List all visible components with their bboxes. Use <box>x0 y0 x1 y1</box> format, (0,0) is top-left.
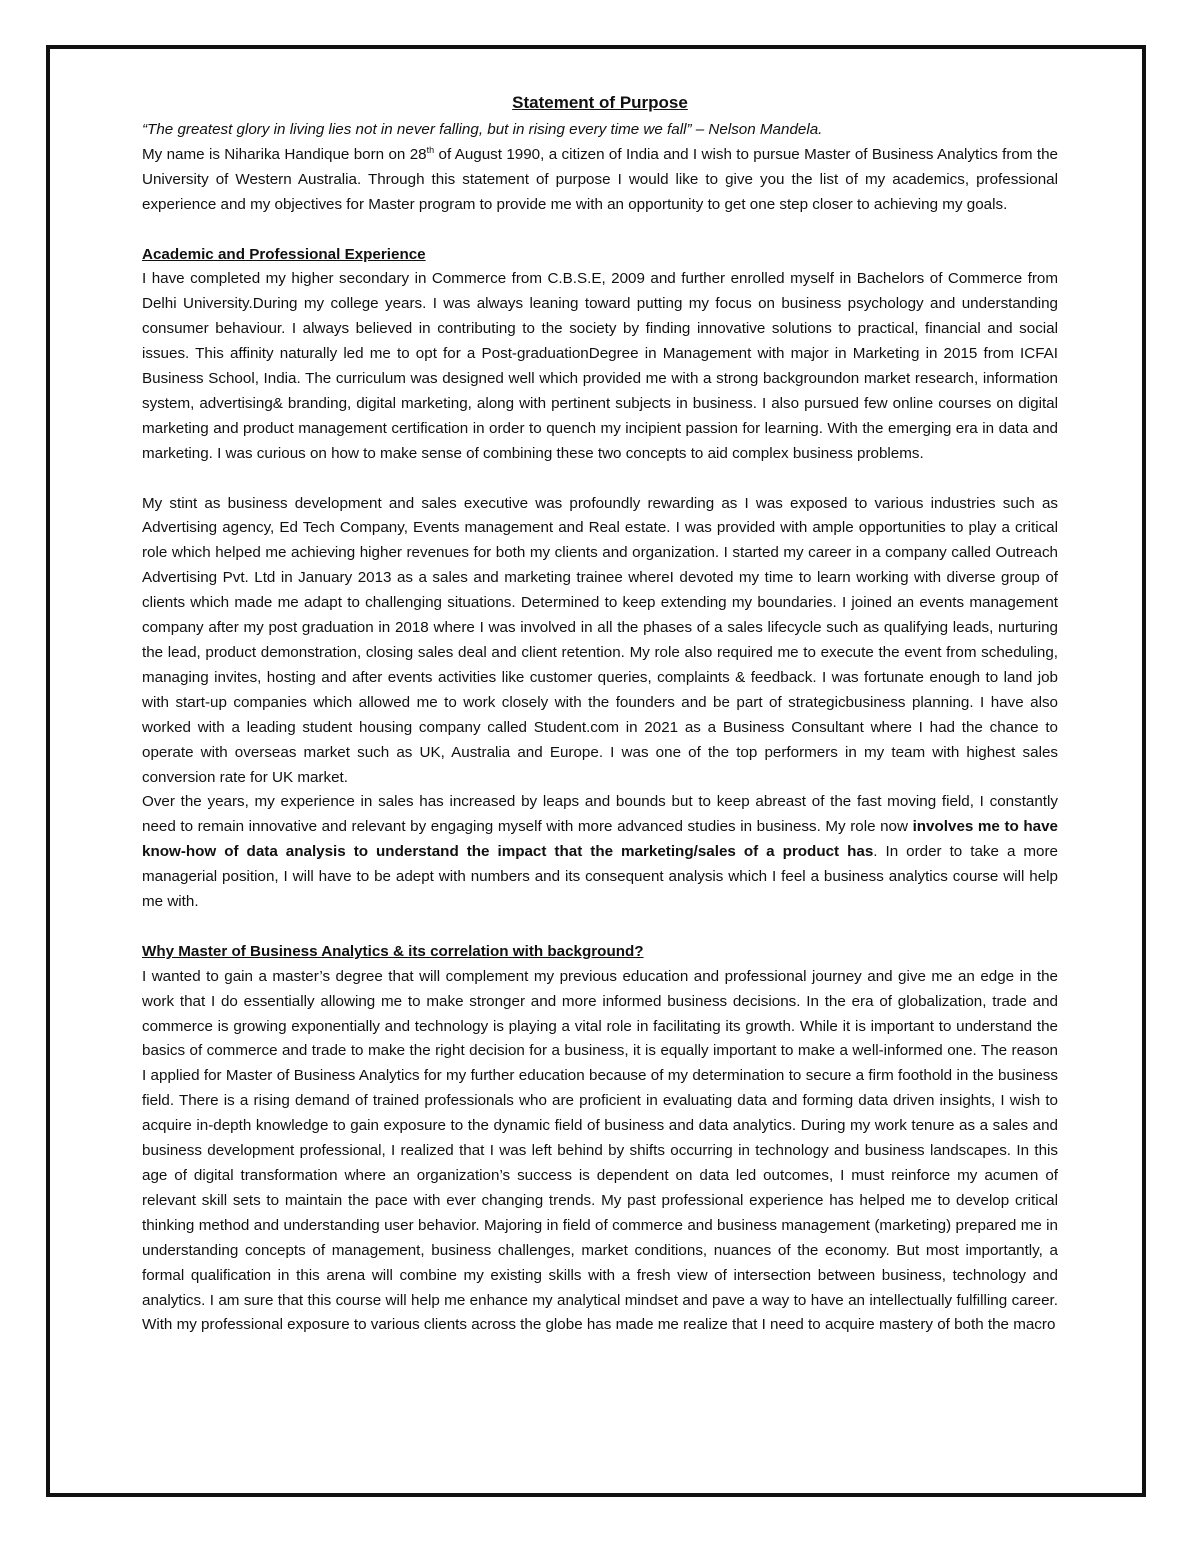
spacer <box>142 218 1058 243</box>
why-mba-paragraph: I wanted to gain a master’s degree that will complement my previous education and professional journey and give me an edge in the work that I do essentially allowing me to make stronger and more informed business decisions. In the era of globalization, trade and commerce is growing exponentially and technology is playing a vital role in facilitating its growth. While it is important to understand the basics of commerce and trade to make the right decision for a business, it is equally important to make a well-informed one. The reason I applied for Master of Business Analytics for my further education because of my determination to secure a firm foothold in the business field. There is a rising demand of trained professionals who are proficient in evaluating data and forming data driven insights, I wish to acquire in-depth knowledge to gain exposure to the dynamic field of business and data analytics. During my work tenure as a sales and business development professional, I realized that I was left behind by shifts occurring in technology and business landscapes. In this age of digital transformation where an organization’s success is dependent on data led outcomes, I must reinforce my acumen of relevant skill sets to maintain the pace with ever changing trends. My past professional experience has helped me to develop critical thinking method and understanding user behavior. Majoring in field of commerce and business management (marketing) prepared me in understanding concepts of management, business challenges, market conditions, nuances of the economy. But most importantly, a formal qualification in this arena will combine my existing skills with a fresh view of intersection between business, technology and analytics. I am sure that this course will help me enhance my analytical mindset and pave a way to have an intellectually fulfilling career. With my professional exposure to various clients across the globe has made me realize that I need to acquire mastery of both the macro <box>142 967 1058 1334</box>
intro-superscript: th <box>426 144 435 155</box>
section-heading-why-mba: Why Master of Business Analytics & its correlation with background? <box>142 942 644 960</box>
growth-text-bold: involves me to have know-how of data analysis to understand the impact that the marketing/sales of a product has <box>142 818 1058 861</box>
growth-text-end: . In order to take a more managerial position, I will have to be adept with numbers and its consequent analysis which I feel a business analytics course will help me with. <box>142 843 1058 911</box>
document-body <box>142 92 1058 1338</box>
growth-paragraph <box>142 790 1058 915</box>
intro-paragraph <box>142 143 1058 218</box>
growth-text-start: Over the years, my experience in sales has increased by leaps and bounds but to keep abreast of the fast moving field, I constantly need to remain innovative and relevant by engaging myself with more advanced studies in business. My role now <box>142 793 1058 836</box>
document-title: Statement of Purpose <box>512 93 688 112</box>
professional-paragraph: My stint as business development and sales executive was profoundly rewarding as I was exposed to various industries such as Advertising agency, Ed Tech Company, Events management and Real estate. I was provided with ample opportunities to play a critical role which helped me achieving higher revenues for both my clients and organization. I started my career in a company called Outreach Advertising Pvt. Ltd in January 2013 as a sales and marketing trainee whereI devoted my time to learn working with diverse group of clients which made me adapt to challenging situations. Determined to keep extending my boundaries. I joined an events management company after my post graduation in 2018 where I was involved in all the phases of a sales lifecycle such as qualifying leads, nurturing the lead, product demonstration, closing sales deal and client retention. My role also required me to execute the event from scheduling, managing invites, hosting and after events activities like customer queries, complaints & feedback. I was fortunate enough to land job with start-up companies which allowed me to work closely with the founders and be part of strategicbusiness planning. I have also worked with a leading student housing company called Student.com in 2021 as a Business Consultant where I had the chance to operate with overseas market such as UK, Australia and Europe. I was one of the top performers in my team with highest sales conversion rate for UK market. <box>142 494 1058 786</box>
spacer <box>142 915 1058 940</box>
section-heading-academic: Academic and Professional Experience <box>142 245 426 263</box>
academic-paragraph: I have completed my higher secondary in Commerce from C.B.S.E, 2009 and further enrolled myself in Bachelors of Commerce from Delhi University.During my college years. I was always leaning toward putting my focus on business psychology and understanding consumer behaviour. I always believed in contributing to the society by finding innovative solutions to practical, financial and social issues. This affinity naturally led me to opt for a Post-graduationDegree in Management with major in Marketing in 2015 from ICFAI Business School, India. The curriculum was designed well which provided me with a strong backgroundon market research, information system, advertising& branding, digital marketing, along with pertinent subjects in business. I also pursued few online courses on digital marketing and product management certification in order to quench my incipient passion for learning. With the emerging era in data and marketing. I was curious on how to make sense of combining these two concepts to aid complex business problems. <box>142 270 1058 462</box>
intro-text-end: of August 1990, a citizen of India and I wish to pursue Master of Business Analytics from the University of Western Australia. Through this statement of purpose I would like to give you the list of my academics, professional experience and my objectives for Master program to provide me with an opportunity to get one step closer to achieving my goals. <box>142 145 1059 213</box>
spacer <box>142 467 1058 492</box>
opening-quote: “The greatest glory in living lies not in never falling, but in rising every time we fall” – Nelson Mandela. <box>142 121 823 138</box>
intro-text-start: My name is Niharika Handique born on 28 <box>142 145 427 163</box>
